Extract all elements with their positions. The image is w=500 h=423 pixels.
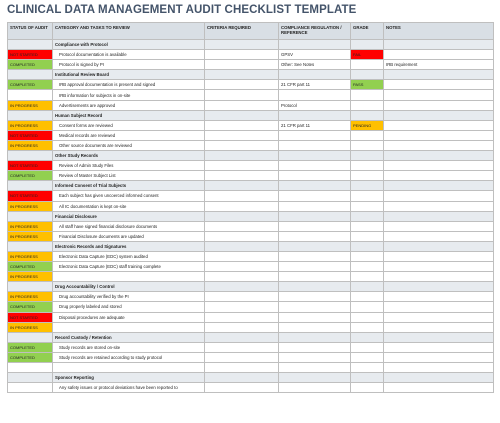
section-empty-cell[interactable] (351, 151, 384, 161)
audit-checklist-table (7, 22, 494, 393)
compliance-cell[interactable] (279, 342, 351, 352)
section-empty-cell[interactable] (384, 282, 494, 292)
section-title[interactable]: Compliance with Protocol (53, 40, 205, 50)
table-row (8, 201, 494, 211)
notes-cell[interactable] (384, 302, 494, 312)
status-cell[interactable]: COMPLETED (8, 262, 53, 272)
section-status-cell[interactable] (8, 70, 53, 80)
section-title[interactable]: Electronic Records and Signatures (53, 241, 205, 251)
status-cell[interactable] (8, 90, 53, 100)
section-empty-cell[interactable] (279, 241, 351, 251)
section-row (8, 151, 494, 161)
notes-cell[interactable] (384, 201, 494, 211)
criteria-cell[interactable] (205, 100, 279, 110)
task-cell[interactable]: Disposal procedures are adequate (53, 312, 205, 322)
grade-cell[interactable] (351, 140, 384, 150)
table-row (8, 120, 494, 130)
table-row (8, 302, 494, 312)
status-cell[interactable]: COMPLETED (8, 352, 53, 362)
table-row (8, 312, 494, 322)
task-cell[interactable]: Drug accountability verified by the PI (53, 292, 205, 302)
status-cell[interactable]: NOT STARTED (8, 161, 53, 171)
section-empty-cell[interactable] (351, 70, 384, 80)
status-cell[interactable]: IN PROGRESS (8, 231, 53, 241)
section-empty-cell[interactable] (205, 282, 279, 292)
grade-cell[interactable] (351, 292, 384, 302)
notes-cell[interactable] (384, 221, 494, 231)
status-cell[interactable]: IN PROGRESS (8, 292, 53, 302)
section-status-cell[interactable] (8, 373, 53, 383)
compliance-cell[interactable]: GPSV (279, 50, 351, 60)
status-cell[interactable]: NOT STARTED (8, 191, 53, 201)
criteria-cell[interactable] (205, 191, 279, 201)
task-cell[interactable]: Medical records are reviewed (53, 130, 205, 140)
task-cell[interactable]: All IC documentation is kept on-site (53, 201, 205, 211)
compliance-cell[interactable]: Protocol (279, 100, 351, 110)
notes-cell[interactable] (384, 130, 494, 140)
status-cell[interactable]: COMPLETED (8, 60, 53, 70)
section-empty-cell[interactable] (279, 373, 351, 383)
table-row (8, 251, 494, 261)
notes-cell[interactable] (384, 231, 494, 241)
compliance-cell[interactable] (279, 352, 351, 362)
table-row (8, 262, 494, 272)
section-empty-cell[interactable] (384, 373, 494, 383)
section-status-cell[interactable] (8, 241, 53, 251)
table-row (8, 191, 494, 201)
notes-cell[interactable] (384, 171, 494, 181)
grade-cell[interactable] (351, 363, 384, 373)
compliance-cell[interactable]: Other: See Notes (279, 60, 351, 70)
compliance-cell[interactable] (279, 231, 351, 241)
compliance-cell[interactable] (279, 272, 351, 282)
section-empty-cell[interactable] (279, 181, 351, 191)
task-cell[interactable]: Review of Admin Study Files (53, 161, 205, 171)
grade-cell[interactable] (351, 171, 384, 181)
criteria-cell[interactable] (205, 312, 279, 322)
status-cell[interactable]: NOT STARTED (8, 130, 53, 140)
task-cell[interactable]: Advertisements are approved (53, 100, 205, 110)
notes-cell[interactable] (384, 140, 494, 150)
task-cell[interactable]: Financial Disclosure documents are updated (53, 231, 205, 241)
section-row (8, 40, 494, 50)
grade-cell[interactable] (351, 383, 384, 393)
notes-cell[interactable] (384, 272, 494, 282)
compliance-cell[interactable] (279, 312, 351, 322)
section-status-cell[interactable] (8, 181, 53, 191)
table-row (8, 100, 494, 110)
criteria-cell[interactable] (205, 221, 279, 231)
notes-cell[interactable]: IRB requirement (384, 60, 494, 70)
grade-cell[interactable]: FAIL (351, 50, 384, 60)
status-cell[interactable]: COMPLETED (8, 80, 53, 90)
task-cell[interactable]: IRB approval documentation is present and signed (53, 80, 205, 90)
compliance-cell[interactable] (279, 322, 351, 332)
table-row (8, 363, 494, 373)
status-cell[interactable]: IN PROGRESS (8, 100, 53, 110)
notes-cell[interactable] (384, 342, 494, 352)
grade-cell[interactable] (351, 272, 384, 282)
table-row (8, 140, 494, 150)
task-cell[interactable]: Protocol documentation is available (53, 50, 205, 60)
notes-cell[interactable] (384, 352, 494, 362)
grade-cell[interactable]: PASS (351, 80, 384, 90)
section-empty-cell[interactable] (205, 40, 279, 50)
section-empty-cell[interactable] (351, 332, 384, 342)
task-cell[interactable] (53, 363, 205, 373)
task-cell[interactable]: All staff have signed financial disclosure documents (53, 221, 205, 231)
section-empty-cell[interactable] (384, 181, 494, 191)
header-category: CATEGORY AND TASKS TO REVIEW (53, 23, 205, 40)
table-row (8, 171, 494, 181)
criteria-cell[interactable] (205, 383, 279, 393)
status-cell[interactable]: IN PROGRESS (8, 221, 53, 231)
notes-cell[interactable] (384, 80, 494, 90)
compliance-cell[interactable] (279, 90, 351, 100)
grade-cell[interactable] (351, 100, 384, 110)
task-cell[interactable]: Protocol is signed by PI (53, 60, 205, 70)
table-row (8, 352, 494, 362)
criteria-cell[interactable] (205, 272, 279, 282)
grade-cell[interactable] (351, 322, 384, 332)
task-cell[interactable]: Other source documents are reviewed (53, 140, 205, 150)
section-empty-cell[interactable] (279, 70, 351, 80)
status-cell[interactable]: IN PROGRESS (8, 201, 53, 211)
compliance-cell[interactable] (279, 292, 351, 302)
notes-cell[interactable] (384, 322, 494, 332)
grade-cell[interactable] (351, 161, 384, 171)
section-empty-cell[interactable] (351, 241, 384, 251)
section-empty-cell[interactable] (205, 241, 279, 251)
notes-cell[interactable] (384, 100, 494, 110)
grade-cell[interactable] (351, 60, 384, 70)
table-row (8, 80, 494, 90)
section-row (8, 332, 494, 342)
task-cell[interactable]: Drug properly labeled and stored (53, 302, 205, 312)
status-cell[interactable]: IN PROGRESS (8, 251, 53, 261)
status-cell[interactable]: IN PROGRESS (8, 120, 53, 130)
task-cell[interactable]: Electronic Data Capture (EDC) system audited (53, 251, 205, 261)
criteria-cell[interactable] (205, 302, 279, 312)
compliance-cell[interactable] (279, 161, 351, 171)
criteria-cell[interactable] (205, 292, 279, 302)
section-empty-cell[interactable] (279, 40, 351, 50)
criteria-cell[interactable] (205, 161, 279, 171)
notes-cell[interactable] (384, 292, 494, 302)
criteria-cell[interactable] (205, 80, 279, 90)
page-title: CLINICAL DATA MANAGEMENT AUDIT CHECKLIST TEMPLATE (7, 4, 357, 16)
section-status-cell[interactable] (8, 110, 53, 120)
section-title[interactable]: Sponsor Reporting (53, 373, 205, 383)
table-row (8, 60, 494, 70)
grade-cell[interactable] (351, 201, 384, 211)
status-cell[interactable]: NOT STARTED (8, 312, 53, 322)
compliance-cell[interactable] (279, 171, 351, 181)
compliance-cell[interactable] (279, 191, 351, 201)
task-cell[interactable]: Consent forms are reviewed (53, 120, 205, 130)
criteria-cell[interactable] (205, 60, 279, 70)
compliance-cell[interactable] (279, 201, 351, 211)
notes-cell[interactable] (384, 312, 494, 322)
criteria-cell[interactable] (205, 342, 279, 352)
compliance-cell[interactable] (279, 140, 351, 150)
section-empty-cell[interactable] (351, 282, 384, 292)
criteria-cell[interactable] (205, 363, 279, 373)
section-empty-cell[interactable] (384, 332, 494, 342)
criteria-cell[interactable] (205, 322, 279, 332)
header-criteria: CRITERIA REQUIRED (205, 23, 279, 40)
task-cell[interactable] (53, 322, 205, 332)
criteria-cell[interactable] (205, 352, 279, 362)
grade-cell[interactable] (351, 130, 384, 140)
notes-cell[interactable] (384, 50, 494, 60)
section-empty-cell[interactable] (205, 211, 279, 221)
table-row (8, 130, 494, 140)
table-row (8, 50, 494, 60)
grade-cell[interactable] (351, 191, 384, 201)
grade-cell[interactable] (351, 231, 384, 241)
table-row (8, 272, 494, 282)
table-row (8, 383, 494, 393)
section-empty-cell[interactable] (351, 373, 384, 383)
notes-cell[interactable] (384, 120, 494, 130)
compliance-cell[interactable] (279, 130, 351, 140)
section-title[interactable]: Drug Accountability / Control (53, 282, 205, 292)
table-row (8, 221, 494, 231)
grade-cell[interactable] (351, 251, 384, 261)
criteria-cell[interactable] (205, 201, 279, 211)
criteria-cell[interactable] (205, 120, 279, 130)
grade-cell[interactable] (351, 221, 384, 231)
section-title[interactable]: Human Subject Record (53, 110, 205, 120)
table-row (8, 342, 494, 352)
section-empty-cell[interactable] (351, 211, 384, 221)
compliance-cell[interactable] (279, 251, 351, 261)
table-row (8, 322, 494, 332)
notes-cell[interactable] (384, 161, 494, 171)
criteria-cell[interactable] (205, 171, 279, 181)
table-row (8, 292, 494, 302)
status-cell[interactable]: NOT STARTED (8, 50, 53, 60)
notes-cell[interactable] (384, 363, 494, 373)
status-cell[interactable]: IN PROGRESS (8, 322, 53, 332)
section-title[interactable]: Other Study Records (53, 151, 205, 161)
compliance-cell[interactable] (279, 363, 351, 373)
notes-cell[interactable] (384, 383, 494, 393)
grade-cell[interactable] (351, 302, 384, 312)
status-cell[interactable]: COMPLETED (8, 342, 53, 352)
section-empty-cell[interactable] (205, 332, 279, 342)
section-empty-cell[interactable] (351, 181, 384, 191)
section-empty-cell[interactable] (384, 40, 494, 50)
section-empty-cell[interactable] (205, 110, 279, 120)
grade-cell[interactable] (351, 90, 384, 100)
compliance-cell[interactable]: 21 CFR part 11 (279, 80, 351, 90)
grade-cell[interactable] (351, 262, 384, 272)
header-row (8, 23, 494, 40)
section-status-cell[interactable] (8, 332, 53, 342)
task-cell[interactable] (53, 272, 205, 282)
table-row (8, 161, 494, 171)
compliance-cell[interactable] (279, 383, 351, 393)
criteria-cell[interactable] (205, 251, 279, 261)
section-status-cell[interactable] (8, 151, 53, 161)
section-empty-cell[interactable] (384, 211, 494, 221)
section-empty-cell[interactable] (279, 110, 351, 120)
criteria-cell[interactable] (205, 140, 279, 150)
section-empty-cell[interactable] (384, 241, 494, 251)
status-cell[interactable] (8, 363, 53, 373)
header-grade: GRADE (351, 23, 384, 40)
section-empty-cell[interactable] (384, 110, 494, 120)
compliance-cell[interactable] (279, 262, 351, 272)
table-body (8, 40, 494, 393)
task-cell[interactable]: Electronic Data Capture (EDC) staff training complete (53, 262, 205, 272)
section-empty-cell[interactable] (205, 151, 279, 161)
grade-cell[interactable] (351, 312, 384, 322)
criteria-cell[interactable] (205, 231, 279, 241)
task-cell[interactable]: IRB information for subjects in on-site (53, 90, 205, 100)
section-row (8, 110, 494, 120)
grade-cell[interactable] (351, 342, 384, 352)
section-title[interactable]: Financial Disclosure (53, 211, 205, 221)
section-status-cell[interactable] (8, 40, 53, 50)
section-empty-cell[interactable] (205, 70, 279, 80)
status-cell[interactable]: COMPLETED (8, 302, 53, 312)
compliance-cell[interactable] (279, 302, 351, 312)
section-title[interactable]: Record Custody / Retention (53, 332, 205, 342)
grade-cell[interactable]: PENDING (351, 120, 384, 130)
notes-cell[interactable] (384, 262, 494, 272)
criteria-cell[interactable] (205, 262, 279, 272)
compliance-cell[interactable]: 21 CFR part 11 (279, 120, 351, 130)
criteria-cell[interactable] (205, 130, 279, 140)
section-title[interactable]: Informed Consent of Trial Subjects (53, 181, 205, 191)
task-cell[interactable]: Study records are stored on-site (53, 342, 205, 352)
compliance-cell[interactable] (279, 221, 351, 231)
section-title[interactable]: Institutional Review Board (53, 70, 205, 80)
criteria-cell[interactable] (205, 90, 279, 100)
header-notes: NOTES (384, 23, 494, 40)
section-empty-cell[interactable] (279, 332, 351, 342)
criteria-cell[interactable] (205, 50, 279, 60)
section-status-cell[interactable] (8, 211, 53, 221)
section-row (8, 181, 494, 191)
section-row (8, 211, 494, 221)
status-cell[interactable]: IN PROGRESS (8, 272, 53, 282)
section-empty-cell[interactable] (205, 373, 279, 383)
section-row (8, 70, 494, 80)
section-row (8, 373, 494, 383)
grade-cell[interactable] (351, 352, 384, 362)
status-cell[interactable]: COMPLETED (8, 171, 53, 181)
task-cell[interactable]: Any safety issues or protocol deviations have been reported to (53, 383, 205, 393)
section-empty-cell[interactable] (351, 40, 384, 50)
section-row (8, 241, 494, 251)
notes-cell[interactable] (384, 251, 494, 261)
table-row (8, 231, 494, 241)
section-empty-cell[interactable] (279, 151, 351, 161)
task-cell[interactable]: Review of Master Subject List (53, 171, 205, 181)
notes-cell[interactable] (384, 90, 494, 100)
section-empty-cell[interactable] (279, 211, 351, 221)
section-empty-cell[interactable] (351, 110, 384, 120)
table-row (8, 90, 494, 100)
status-cell[interactable] (8, 383, 53, 393)
section-status-cell[interactable] (8, 282, 53, 292)
section-empty-cell[interactable] (384, 70, 494, 80)
header-status: STATUS OF AUDIT (8, 23, 53, 40)
status-cell[interactable]: IN PROGRESS (8, 140, 53, 150)
header-compliance: COMPLIANCE REGULATION / REFERENCE (279, 23, 351, 40)
section-empty-cell[interactable] (384, 151, 494, 161)
task-cell[interactable]: Study records are retained according to study protocol (53, 352, 205, 362)
task-cell[interactable]: Each subject has given uncoerced informed consent (53, 191, 205, 201)
section-row (8, 282, 494, 292)
notes-cell[interactable] (384, 191, 494, 201)
section-empty-cell[interactable] (279, 282, 351, 292)
section-empty-cell[interactable] (205, 181, 279, 191)
